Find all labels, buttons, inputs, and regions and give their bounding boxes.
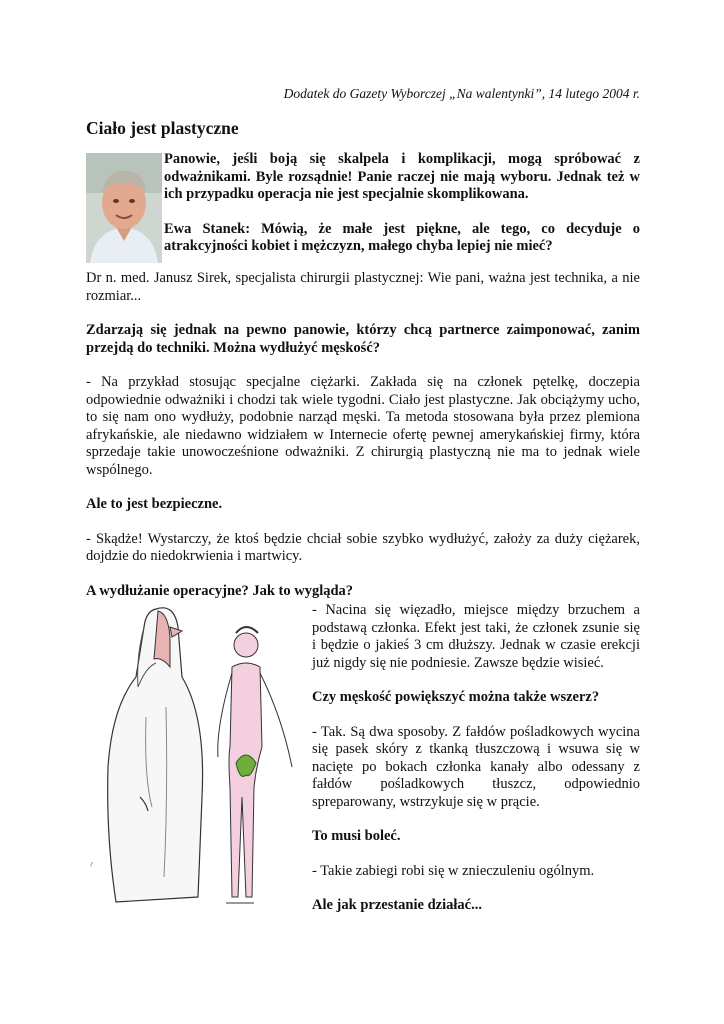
answer-paragraph: - Nacina się więzadło, miejsce między brzuchem a podstawą członka. Efekt jest taki, że członek zsunie się i będzie o jakieś 3 cm dłuższy. Jednak w czasie erekcji już nigdy się nie podniesie. Zawsze będzie wisieć.: [312, 602, 640, 671]
intro-question-1: Panowie, jeśli boją się skalpela i komplikacji, mogą spróbować z odważnikami. Byle rozsądnie! Panie raczej nie mają wyboru. Jednak też w ich przypadku operacja nie jest specjalnie skomplikowana.: [164, 151, 640, 202]
cartoon-illustration: [86, 597, 300, 917]
question-paragraph: A wydłużanie operacyjne? Jak to wygląda?: [86, 582, 354, 599]
interview-body: [86, 270, 640, 600]
intro-block: [86, 151, 640, 273]
answer-paragraph: - Skądże! Wystarczy, że ktoś będzie chciał sobie szybko wydłużyć, założy za duży ciężarek, dojdzie do niedokrwienia i martwicy.: [86, 530, 640, 564]
question-paragraph: Zdarzają się jednak na pewno panowie, którzy chcą partnerce zaimponować, zanim przejdą do techniki. Można wydłużyć męskość?: [86, 322, 640, 356]
answer-paragraph: - Na przykład stosując specjalne ciężarki. Zakłada się na członek pętelkę, doczepia odpowiednie odważniki i chodzi tak wiele tygodni. Ciało jest plastyczne. Jak obciążymy ucho, to się nam ono wydłuży, podobnie narząd męski. Ta metoda stosowana była przez plemiona afrykańskie, ale niedawno widziałem w Internecie ofertę pewnej amerykańskiej firmy, która sprzedaje takie unowocześnione odważniki. Z chirurgią plastyczną nie ma to jednak wiele wspólnego.: [86, 374, 640, 478]
header-note: Dodatek do Gazety Wyborczej „Na walentynki”, 14 lutego 2004 r.: [283, 86, 640, 101]
question-paragraph: Czy męskość powiększyć można także wszerz?: [312, 689, 600, 705]
question-paragraph: Ale jak przestanie działać...: [312, 897, 482, 913]
author-photo: [86, 153, 162, 263]
question-paragraph: Ale to jest bezpieczne.: [86, 496, 223, 512]
svg-text:~: ~: [86, 860, 97, 868]
intro-question-2: Ewa Stanek: Mówią, że małe jest piękne, ale tego, co decyduje o atrakcyjności kobiet i mężczyzn, małego chyba lepiej nie mieć?: [164, 220, 640, 254]
answer-paragraph: Dr n. med. Janusz Sirek, specjalista chirurgii plastycznej: Wie pani, ważna jest technika, a nie rozmiar...: [86, 270, 640, 304]
question-paragraph: To musi boleć.: [312, 828, 401, 844]
right-column: [312, 602, 640, 932]
answer-paragraph: - Takie zabiegi robi się w znieczuleniu ogólnym.: [312, 862, 595, 879]
answer-paragraph: - Tak. Są dwa sposoby. Z fałdów pośladkowych wycina się pasek skóry z tkanką tłuszczową i wsuwa się w nacięte po bokach członka kanały albo odessany z fałdów pośladkowych tłuszcz, odpowiednio spreparowany, wstrzykuje się w prącie.: [312, 723, 640, 810]
article-title: Ciało jest plastyczne: [86, 118, 239, 138]
